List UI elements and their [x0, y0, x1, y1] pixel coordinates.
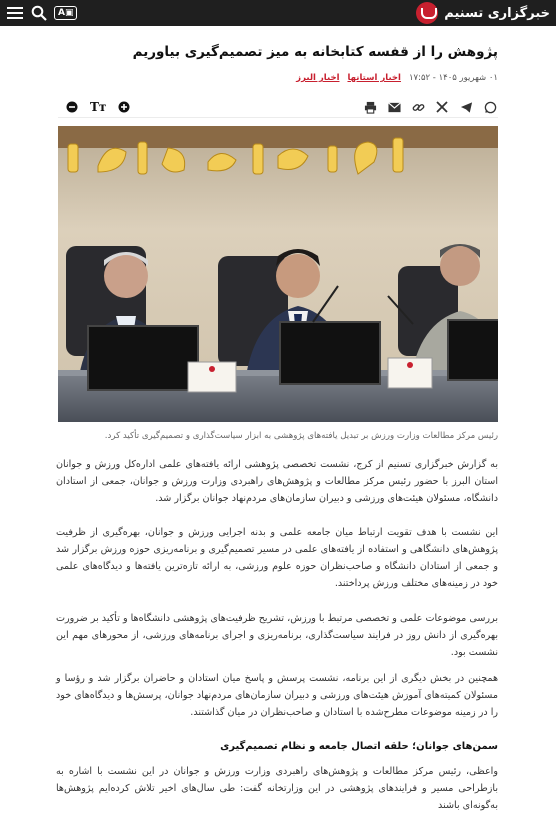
paragraph-3: بررسی موضوعات علمی و تخصصی مرتبط با ورزش، تشریح ظرفیت‌های پژوهشی دانشگاه‌ها و تأکید بر ضرورت بهره‌گیری از دانش روز در فرایند سیاست‌گذاری، برنامه‌ریزی و اجرای برنامه‌های ورزشی، از محورهای مهم این نشست بود. — [56, 613, 498, 658]
article-meta — [296, 73, 498, 83]
top-icons — [6, 4, 77, 22]
font-size-icon: Tт — [90, 100, 107, 114]
paragraph-4: همچنین در بخش دیگری از این برنامه، نشست پرسش و پاسخ میان استادان و حاضران برگزار شد و رؤسا و مسئولان کمیته‌های آموزش هیئت‌های ورزشی و دبیران سازمان‌های مردم‌نهاد جوانان، پرسش‌ها و دیدگاه‌های خود را در زمینه موضوعات مطرح‌شده با استادان و صاحب‌نظران در میان گذاشتند. — [56, 673, 498, 718]
publish-date: ۰۱ شهریور ۱۴۰۵ - ۱۷:۵۲ — [408, 73, 498, 83]
search-icon[interactable] — [30, 4, 48, 22]
paragraph-2: این نشست با هدف تقویت ارتباط میان جامعه علمی و بدنه اجرایی ورزش و جوانان، بهره‌گیری از ظرفیت پژوهش‌های دانشگاهی و استفاده از یافته‌های علمی در مسیر تصمیم‌گیری و برنامه‌ریزی حوزه ورزش برگزار شد و جمعی از استادان دانشگاه و صاحب‌نظران حوزه علوم ورزشی، به ارائه تازه‌ترین یافته‌ها و دیدگاه‌های علمی خود در زمینه‌های مختلف ورزش پرداختند. — [56, 527, 498, 589]
article-photo — [58, 126, 498, 422]
font-increase-icon[interactable] — [116, 99, 132, 115]
article-title: پژوهش را از قفسه کتابخانه به میز تصمیم‌گیری بیاوریم — [132, 44, 498, 60]
article-toolbar — [58, 96, 498, 118]
logo-icon — [416, 2, 438, 24]
category-link-alborz[interactable]: اخبار البرز — [296, 73, 340, 83]
meeting-photo-illustration — [58, 126, 498, 422]
copy-link-icon[interactable] — [410, 99, 426, 115]
print-icon[interactable] — [362, 99, 378, 115]
font-size-controls — [64, 99, 132, 115]
photo-caption: رئیس مرکز مطالعات وزارت ورزش بر تبدیل یافته‌های پژوهشی به ابزار سیاست‌گذاری و تصمیم‌گیری تأکید کرد. — [104, 431, 498, 441]
share-icons — [362, 99, 498, 115]
brand-name: خبرگزاری تسنیم — [444, 5, 550, 21]
menu-icon[interactable] — [6, 4, 24, 22]
top-nav-bar — [0, 0, 556, 26]
paragraph-1: به گزارش خبرگزاری تسنیم از کرج، نشست تخصصی پژوهشی ارائه یافته‌های علمی اداره‌کل ورزش و جوانان استان البرز با حضور رئیس مرکز مطالعات و پژوهش‌های راهبردی وزارت ورزش و جوانان، جمعی از استادان دانشگاه، مسئولان هیئت‌های ورزشی و دبیران سازمان‌های مردم‌نهاد جوانان برگزار شد. — [56, 459, 498, 504]
section-subheading: سمن‌های جوانان؛ حلقه اتصال جامعه و نظام تصمیم‌گیری — [220, 741, 498, 752]
font-decrease-icon[interactable] — [64, 99, 80, 115]
brand[interactable] — [416, 2, 550, 24]
email-icon[interactable] — [386, 99, 402, 115]
x-twitter-icon[interactable] — [434, 99, 450, 115]
paragraph-5: واعظی، رئیس مرکز مطالعات و پژوهش‌های راهبردی وزارت ورزش و جوانان در این نشست با اشاره به بازطراحی مسیر و فرایندهای پژوهشی در این وزارتخانه گفت: طی سال‌های اخیر تلاش کرده‌ایم پژوهش‌ها به‌گونه‌ای باشند — [56, 766, 498, 811]
font-language-badge[interactable]: A ​▣ — [54, 6, 77, 20]
category-link-provinces[interactable]: اخبار استانها — [347, 73, 401, 83]
az-label: A — [58, 7, 65, 18]
whatsapp-icon[interactable] — [482, 99, 498, 115]
telegram-icon[interactable] — [458, 99, 474, 115]
